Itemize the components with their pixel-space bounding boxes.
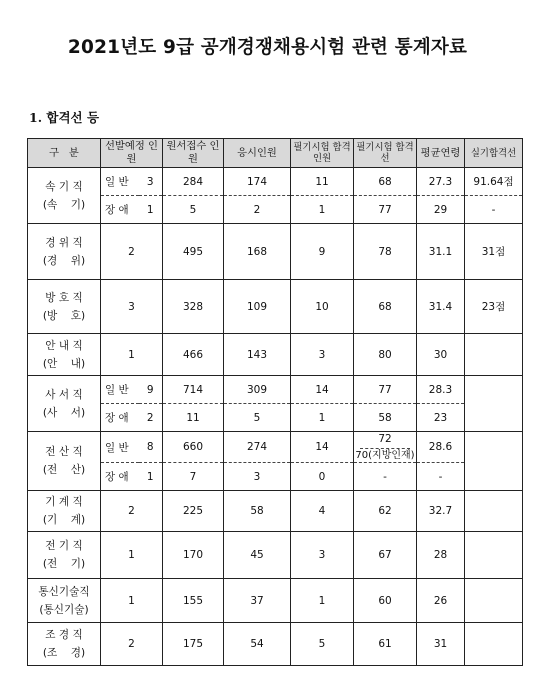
- category-cell: [28, 168, 101, 224]
- applicants: 284: [163, 168, 224, 196]
- category-name: 기 계 직: [45, 496, 83, 508]
- written-passers: 4: [291, 491, 354, 532]
- table-row: [28, 532, 523, 579]
- written-cutoff-local: 70(지방인재): [355, 449, 415, 461]
- table-row: [28, 376, 523, 404]
- category-cell: [28, 532, 101, 579]
- average-age: 32.7: [417, 491, 465, 532]
- sub-label: 장 애: [101, 404, 139, 432]
- written-cutoff: 77: [354, 196, 417, 224]
- selection-count: 2: [101, 623, 163, 666]
- written-cutoff: 68: [354, 280, 417, 334]
- section-heading: 1. 합격선 등: [29, 110, 100, 125]
- category-sub: (안 내): [42, 357, 86, 370]
- practical-cutoff: 91.64점: [465, 168, 523, 196]
- category-cell: [28, 280, 101, 334]
- category-name: 통신기술직: [38, 585, 90, 598]
- table-row: [28, 196, 523, 224]
- practical-cutoff: [465, 532, 523, 579]
- selection-count: 3: [139, 168, 163, 196]
- table-row: [28, 623, 523, 666]
- category-name: 조 경 직: [45, 629, 83, 641]
- selection-count: 2: [101, 491, 163, 532]
- written-passers: 0: [291, 463, 354, 491]
- examinees: 274: [224, 432, 291, 463]
- selection-count: 2: [139, 404, 163, 432]
- category-cell: [28, 623, 101, 666]
- selection-count: 8: [139, 432, 163, 463]
- category-sub: (조 경): [42, 647, 86, 659]
- written-cutoff: 80: [354, 334, 417, 376]
- applicants: 466: [163, 334, 224, 376]
- header-seonbal: 선발예정 인원: [101, 139, 163, 168]
- category-name: 사 서 직: [45, 388, 83, 401]
- examinees: 54: [224, 623, 291, 666]
- applicants: 225: [163, 491, 224, 532]
- category-sub: (통신기술): [39, 603, 89, 616]
- examinees: 45: [224, 532, 291, 579]
- written-cutoff: 67: [354, 532, 417, 579]
- header-gubun: 구 분: [28, 139, 101, 168]
- examinees: 143: [224, 334, 291, 376]
- written-passers: 9: [291, 224, 354, 280]
- practical-cutoff: 23점: [465, 280, 523, 334]
- examinees: 309: [224, 376, 291, 404]
- selection-count: 3: [101, 280, 163, 334]
- sub-label: 장 애: [101, 463, 139, 491]
- applicants: 495: [163, 224, 224, 280]
- average-age: 31: [417, 623, 465, 666]
- examinees: 168: [224, 224, 291, 280]
- sub-label: 일 반: [101, 432, 139, 463]
- examinees: 37: [224, 579, 291, 623]
- applicants: 155: [163, 579, 224, 623]
- header-silgi: 실기합격선: [465, 139, 523, 168]
- selection-count: 2: [101, 224, 163, 280]
- applicants: 11: [163, 404, 224, 432]
- applicants: 7: [163, 463, 224, 491]
- written-cutoff: 61: [354, 623, 417, 666]
- applicants: 660: [163, 432, 224, 463]
- category-name: 전 기 직: [45, 540, 83, 552]
- written-cutoff: 78: [354, 224, 417, 280]
- practical-cutoff: -: [465, 196, 523, 224]
- examinees: 174: [224, 168, 291, 196]
- examinees: 5: [224, 404, 291, 432]
- average-age: 23: [417, 404, 465, 432]
- examinees: 2: [224, 196, 291, 224]
- average-age: 31.4: [417, 280, 465, 334]
- average-age: 29: [417, 196, 465, 224]
- table-row: [28, 404, 523, 432]
- header-wonseo: 원서접수 인원: [163, 139, 224, 168]
- practical-cutoff: [465, 376, 523, 432]
- written-cutoff: 58: [354, 404, 417, 432]
- applicants: 714: [163, 376, 224, 404]
- selection-count: 1: [101, 532, 163, 579]
- examinees: 3: [224, 463, 291, 491]
- header-pilgi-pass: 필기시험 합격인원: [291, 139, 354, 168]
- written-passers: 3: [291, 532, 354, 579]
- table-row: [28, 280, 523, 334]
- selection-count: 1: [101, 579, 163, 623]
- written-cutoff: [354, 432, 417, 463]
- table-row: [28, 334, 523, 376]
- category-cell: [28, 334, 101, 376]
- written-cutoff-general: 72: [378, 432, 392, 445]
- average-age: 27.3: [417, 168, 465, 196]
- applicants: 175: [163, 623, 224, 666]
- category-sub: (전 산): [42, 464, 86, 476]
- average-age: 28.6: [417, 432, 465, 463]
- written-passers: 11: [291, 168, 354, 196]
- category-name: 방 호 직: [45, 291, 83, 304]
- written-passers: 1: [291, 579, 354, 623]
- examinees: 109: [224, 280, 291, 334]
- practical-cutoff: [465, 579, 523, 623]
- category-sub: (기 계): [42, 514, 86, 526]
- average-age: -: [417, 463, 465, 491]
- selection-count: 1: [139, 463, 163, 491]
- category-cell: [28, 491, 101, 532]
- category-sub: (방 호): [42, 309, 86, 322]
- header-eungsi: 응시인원: [224, 139, 291, 168]
- average-age: 26: [417, 579, 465, 623]
- written-cutoff: 60: [354, 579, 417, 623]
- category-sub: (속 기): [42, 198, 86, 211]
- category-cell: [28, 432, 101, 491]
- practical-cutoff: [465, 334, 523, 376]
- applicants: 328: [163, 280, 224, 334]
- written-cutoff: 62: [354, 491, 417, 532]
- table-row: [28, 432, 523, 463]
- average-age: 31.1: [417, 224, 465, 280]
- category-name: 전 산 직: [45, 446, 83, 458]
- written-cutoff: 77: [354, 376, 417, 404]
- practical-cutoff: [465, 491, 523, 532]
- written-passers: 10: [291, 280, 354, 334]
- table-row: [28, 463, 523, 491]
- selection-count: 1: [101, 334, 163, 376]
- examinees: 58: [224, 491, 291, 532]
- written-passers: 5: [291, 623, 354, 666]
- category-cell: [28, 579, 101, 623]
- practical-cutoff: [465, 432, 523, 491]
- page-title: 2021년도 9급 공개경쟁채용시험 관련 통계자료: [67, 37, 468, 58]
- written-passers: 14: [291, 432, 354, 463]
- table-header-row: [28, 139, 523, 168]
- category-name: 경 위 직: [45, 236, 83, 249]
- selection-count: 9: [139, 376, 163, 404]
- written-passers: 3: [291, 334, 354, 376]
- applicants: 5: [163, 196, 224, 224]
- category-cell: [28, 224, 101, 280]
- category-sub: (경 위): [42, 254, 86, 267]
- average-age: 28: [417, 532, 465, 579]
- selection-count: 1: [139, 196, 163, 224]
- practical-cutoff: [465, 623, 523, 666]
- table-row: [28, 224, 523, 280]
- header-pilgi-cut: 필기시험 합격선: [354, 139, 417, 168]
- applicants: 170: [163, 532, 224, 579]
- category-sub: (사 서): [42, 406, 86, 419]
- table-row: [28, 491, 523, 532]
- written-passers: 1: [291, 404, 354, 432]
- written-passers: 1: [291, 196, 354, 224]
- written-passers: 14: [291, 376, 354, 404]
- average-age: 30: [417, 334, 465, 376]
- sub-label: 장 애: [101, 196, 139, 224]
- practical-cutoff: 31점: [465, 224, 523, 280]
- header-age: 평균연령: [417, 139, 465, 168]
- average-age: 28.3: [417, 376, 465, 404]
- category-sub: (전 기): [42, 558, 86, 570]
- table-row: [28, 168, 523, 196]
- written-cutoff: 68: [354, 168, 417, 196]
- table-row: [28, 579, 523, 623]
- sub-label: 일 반: [101, 376, 139, 404]
- category-cell: [28, 376, 101, 432]
- category-name: 속 기 직: [45, 180, 83, 193]
- sub-label: 일 반: [101, 168, 139, 196]
- written-cutoff: -: [354, 463, 417, 491]
- statistics-table: [27, 138, 523, 666]
- category-name: 안 내 직: [45, 339, 83, 352]
